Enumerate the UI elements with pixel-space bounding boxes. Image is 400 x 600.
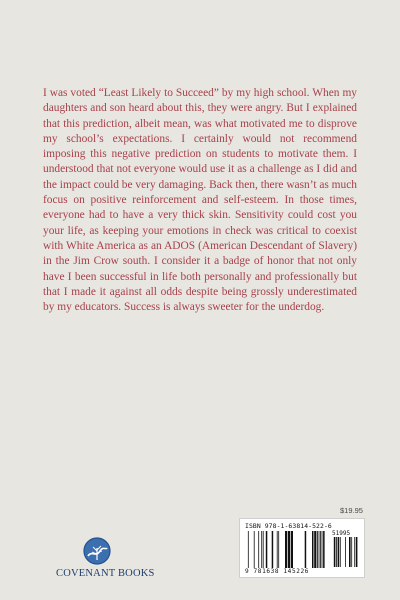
price-code-label: 51995 <box>332 530 351 537</box>
ean-label: 9 781638 145226 <box>245 568 310 575</box>
supplemental-barcode-icon <box>330 537 358 567</box>
publisher-name: COVENANT BOOKS <box>56 568 155 579</box>
publisher-logo <box>56 536 155 586</box>
back-cover-blurb: I was voted “Least Likely to Succeed” by my high school. When my daughters and son heard about this, they were angry. But I explained that this prediction, albeit mean, was what motivated me to disprove my school’s expectations. I certainly would not recommend imposing this negative prediction on students to motivate them. I understood that not everyone would use it as a challenge as I did and the impact could be very damaging. Back then, there wasn’t as much focus on positive reinforcement and self-esteem. In those times, everyone had to have a very thick skin. Sensitivity could cost you your life, as keeping your emotions in check was critical to coexist with White America as an ADOS (American Descendant of Slavery) in the Jim Crow south. I consider it a badge of honor that not only have I been successful in life both personally and professionally but that I made it against all odds despite being grossly underestimated by my educators. Success is always sweeter for the underdog. <box>43 87 357 314</box>
isbn-label: ISBN 978-1-63814-522-6 <box>245 522 332 530</box>
globe-tree-icon <box>82 536 112 566</box>
barcode-box <box>239 518 365 578</box>
barcode-icon <box>245 531 328 568</box>
price-label: $19.95 <box>340 506 363 515</box>
